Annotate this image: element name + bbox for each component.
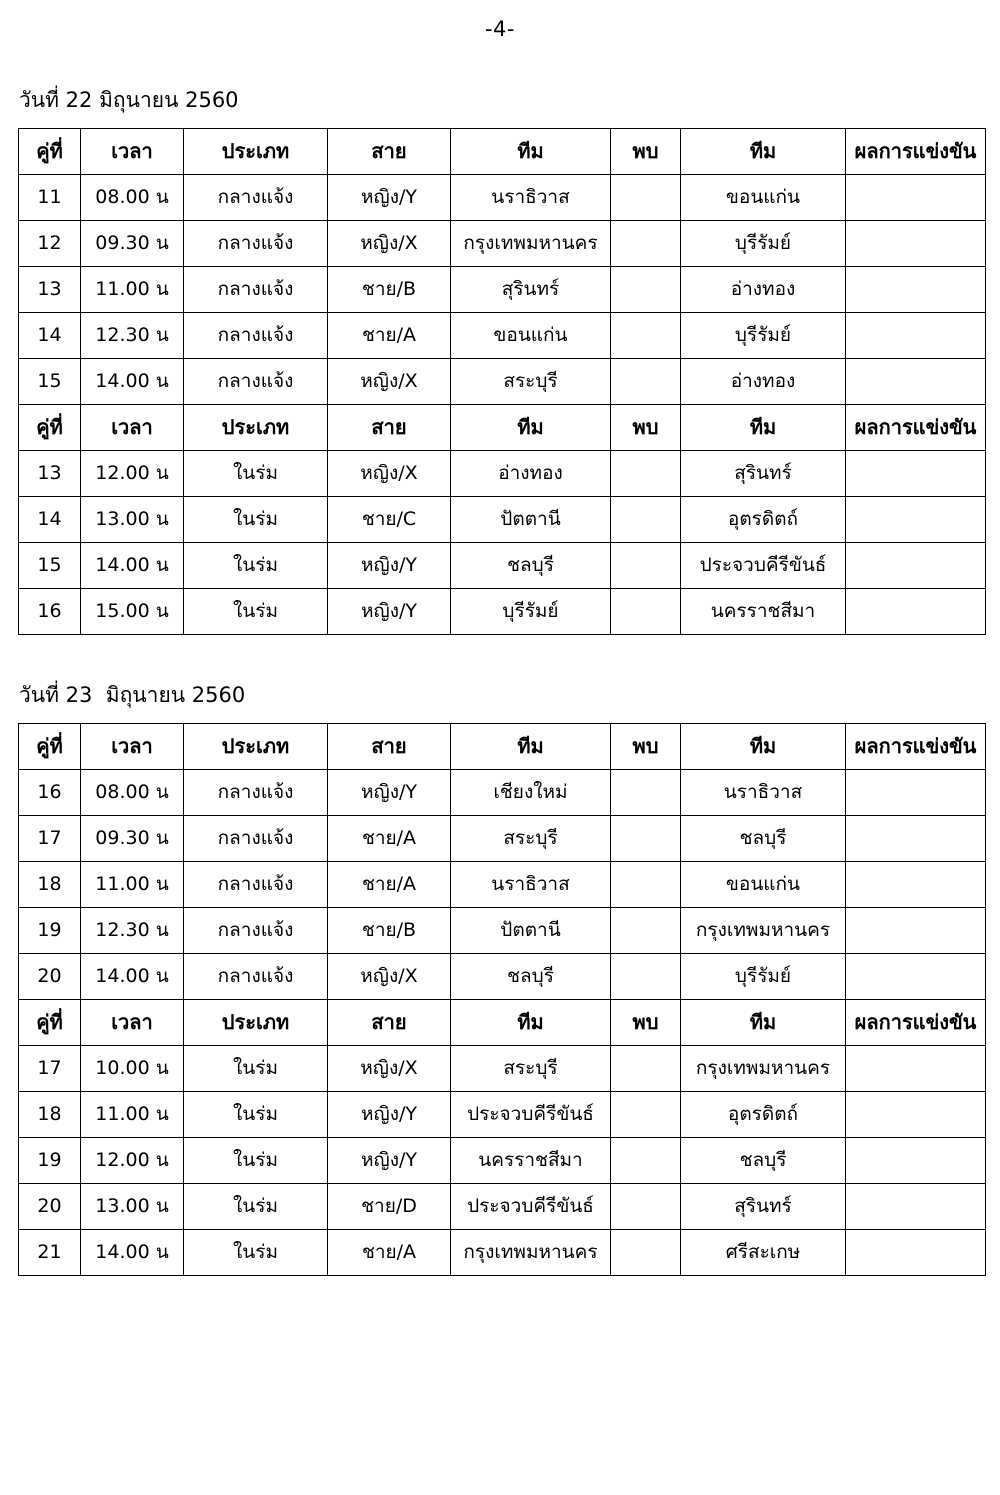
cell-time: 12.30 น — [81, 313, 184, 359]
cell-team1: สระบุรี — [451, 359, 611, 405]
cell-vs — [611, 862, 681, 908]
cell-vs — [611, 908, 681, 954]
cell-team2: ชลบุรี — [681, 816, 846, 862]
cell-group: หญิง/Y — [328, 175, 451, 221]
table-row — [19, 1184, 986, 1230]
cell-team1: นราธิวาส — [451, 175, 611, 221]
cell-group: ชาย/A — [328, 816, 451, 862]
table-row — [19, 221, 986, 267]
cell-vs — [611, 1138, 681, 1184]
page-bottom-spacer — [0, 1276, 1000, 1286]
cell-pair: 17 — [19, 1046, 81, 1092]
cell-time: 14.00 น — [81, 359, 184, 405]
column-header-type: ประเภท — [184, 1000, 328, 1046]
cell-group: หญิง/X — [328, 221, 451, 267]
cell-pair: 19 — [19, 1138, 81, 1184]
cell-time: 14.00 น — [81, 543, 184, 589]
cell-team1: ขอนแก่น — [451, 313, 611, 359]
cell-group: หญิง/X — [328, 451, 451, 497]
column-header-team1: ทีม — [451, 724, 611, 770]
cell-type: กลางแจ้ง — [184, 221, 328, 267]
column-header-team2: ทีม — [681, 129, 846, 175]
cell-vs — [611, 1046, 681, 1092]
date-heading: วันที่ 22 มิถุนายน 2560 — [19, 88, 239, 112]
cell-pair: 21 — [19, 1230, 81, 1276]
cell-team2: สุรินทร์ — [681, 1184, 846, 1230]
cell-team1: นครราชสีมา — [451, 1138, 611, 1184]
table-row — [19, 497, 986, 543]
cell-type: กลางแจ้ง — [184, 954, 328, 1000]
cell-team2: อุตรดิตถ์ — [681, 497, 846, 543]
cell-vs — [611, 954, 681, 1000]
column-header-type: ประเภท — [184, 724, 328, 770]
cell-vs — [611, 451, 681, 497]
cell-vs — [611, 1092, 681, 1138]
column-header-type: ประเภท — [184, 129, 328, 175]
column-header-pair: คู่ที่ — [19, 405, 81, 451]
cell-type: ในร่ม — [184, 1230, 328, 1276]
cell-result[interactable] — [846, 221, 986, 267]
table-row — [19, 908, 986, 954]
cell-type: กลางแจ้ง — [184, 908, 328, 954]
cell-vs — [611, 1230, 681, 1276]
cell-type: ในร่ม — [184, 451, 328, 497]
cell-vs — [611, 221, 681, 267]
table-row — [19, 543, 986, 589]
column-header-time: เวลา — [81, 129, 184, 175]
cell-team1: ปัตตานี — [451, 908, 611, 954]
table-row — [19, 862, 986, 908]
cell-team1: ชลบุรี — [451, 954, 611, 1000]
cell-time: 11.00 น — [81, 267, 184, 313]
cell-result[interactable] — [846, 1184, 986, 1230]
cell-time: 11.00 น — [81, 862, 184, 908]
column-header-team2: ทีม — [681, 405, 846, 451]
cell-result[interactable] — [846, 1092, 986, 1138]
cell-team2: อ่างทอง — [681, 267, 846, 313]
cell-pair: 14 — [19, 497, 81, 543]
column-header-result: ผลการแข่งขัน — [846, 129, 986, 175]
cell-team2: นครราชสีมา — [681, 589, 846, 635]
cell-result[interactable] — [846, 497, 986, 543]
cell-team2: ขอนแก่น — [681, 175, 846, 221]
column-header-type: ประเภท — [184, 405, 328, 451]
cell-pair: 16 — [19, 770, 81, 816]
table-row — [19, 175, 986, 221]
cell-group: หญิง/X — [328, 1046, 451, 1092]
schedule-table — [18, 128, 986, 635]
column-header-group: สาย — [328, 405, 451, 451]
table-row — [19, 954, 986, 1000]
cell-time: 09.30 น — [81, 221, 184, 267]
cell-type: ในร่ม — [184, 1184, 328, 1230]
cell-group: ชาย/A — [328, 313, 451, 359]
column-header-pair: คู่ที่ — [19, 1000, 81, 1046]
cell-type: กลางแจ้ง — [184, 359, 328, 405]
cell-group: หญิง/X — [328, 954, 451, 1000]
cell-group: ชาย/B — [328, 908, 451, 954]
table-row — [19, 589, 986, 635]
cell-group: หญิง/Y — [328, 1138, 451, 1184]
cell-pair: 18 — [19, 1092, 81, 1138]
cell-time: 14.00 น — [81, 954, 184, 1000]
column-header-group: สาย — [328, 1000, 451, 1046]
cell-team2: กรุงเทพมหานคร — [681, 908, 846, 954]
column-header-team2: ทีม — [681, 724, 846, 770]
cell-type: กลางแจ้ง — [184, 267, 328, 313]
cell-result[interactable] — [846, 175, 986, 221]
table-row — [19, 1230, 986, 1276]
cell-result[interactable] — [846, 1230, 986, 1276]
cell-time: 10.00 น — [81, 1046, 184, 1092]
cell-result[interactable] — [846, 908, 986, 954]
cell-time: 11.00 น — [81, 1092, 184, 1138]
column-header-time: เวลา — [81, 1000, 184, 1046]
cell-vs — [611, 816, 681, 862]
cell-team1: กรุงเทพมหานคร — [451, 1230, 611, 1276]
cell-time: 09.30 น — [81, 816, 184, 862]
cell-group: ชาย/A — [328, 862, 451, 908]
cell-vs — [611, 267, 681, 313]
table-row — [19, 1092, 986, 1138]
column-header-time: เวลา — [81, 724, 184, 770]
cell-group: ชาย/C — [328, 497, 451, 543]
table-header-row — [19, 724, 986, 770]
cell-team2: ประจวบคีรีขันธ์ — [681, 543, 846, 589]
cell-team1: บุรีรัมย์ — [451, 589, 611, 635]
cell-pair: 13 — [19, 267, 81, 313]
table-header-row — [19, 405, 986, 451]
column-header-result: ผลการแข่งขัน — [846, 724, 986, 770]
column-header-team2: ทีม — [681, 1000, 846, 1046]
cell-pair: 12 — [19, 221, 81, 267]
column-header-group: สาย — [328, 129, 451, 175]
cell-type: ในร่ม — [184, 1046, 328, 1092]
column-header-time: เวลา — [81, 405, 184, 451]
cell-type: กลางแจ้ง — [184, 313, 328, 359]
cell-pair: 19 — [19, 908, 81, 954]
cell-pair: 15 — [19, 359, 81, 405]
cell-time: 12.00 น — [81, 451, 184, 497]
cell-team2: กรุงเทพมหานคร — [681, 1046, 846, 1092]
cell-pair: 20 — [19, 1184, 81, 1230]
cell-result[interactable] — [846, 862, 986, 908]
page-number: -4- — [484, 17, 516, 41]
cell-team1: สุรินทร์ — [451, 267, 611, 313]
cell-pair: 16 — [19, 589, 81, 635]
cell-result[interactable] — [846, 589, 986, 635]
cell-pair: 13 — [19, 451, 81, 497]
cell-group: ชาย/A — [328, 1230, 451, 1276]
cell-team1: ปัตตานี — [451, 497, 611, 543]
table-row — [19, 313, 986, 359]
cell-team2: อ่างทอง — [681, 359, 846, 405]
cell-team1: อ่างทอง — [451, 451, 611, 497]
cell-team1: ประจวบคีรีขันธ์ — [451, 1184, 611, 1230]
cell-team2: สุรินทร์ — [681, 451, 846, 497]
cell-team1: เชียงใหม่ — [451, 770, 611, 816]
cell-result[interactable] — [846, 313, 986, 359]
cell-team1: สระบุรี — [451, 1046, 611, 1092]
cell-result[interactable] — [846, 267, 986, 313]
column-header-team1: ทีม — [451, 1000, 611, 1046]
cell-team2: ขอนแก่น — [681, 862, 846, 908]
cell-type: กลางแจ้ง — [184, 770, 328, 816]
cell-pair: 14 — [19, 313, 81, 359]
cell-group: หญิง/Y — [328, 1092, 451, 1138]
cell-vs — [611, 175, 681, 221]
cell-team1: สระบุรี — [451, 816, 611, 862]
schedule-sections — [0, 86, 1000, 1276]
cell-result[interactable] — [846, 770, 986, 816]
cell-result[interactable] — [846, 359, 986, 405]
cell-type: ในร่ม — [184, 589, 328, 635]
cell-team2: ชลบุรี — [681, 1138, 846, 1184]
cell-time: 12.00 น — [81, 1138, 184, 1184]
table-header-row — [19, 129, 986, 175]
column-header-team1: ทีม — [451, 405, 611, 451]
cell-result[interactable] — [846, 543, 986, 589]
cell-vs — [611, 497, 681, 543]
cell-result[interactable] — [846, 1046, 986, 1092]
column-header-vs: พบ — [611, 129, 681, 175]
table-row — [19, 770, 986, 816]
cell-team1: นราธิวาส — [451, 862, 611, 908]
table-row — [19, 359, 986, 405]
cell-team2: อุตรดิตถ์ — [681, 1092, 846, 1138]
cell-time: 13.00 น — [81, 1184, 184, 1230]
cell-vs — [611, 1184, 681, 1230]
cell-vs — [611, 589, 681, 635]
cell-time: 08.00 น — [81, 770, 184, 816]
cell-result[interactable] — [846, 451, 986, 497]
cell-group: หญิง/X — [328, 359, 451, 405]
column-header-result: ผลการแข่งขัน — [846, 1000, 986, 1046]
table-row — [19, 1138, 986, 1184]
cell-type: ในร่ม — [184, 543, 328, 589]
table-row — [19, 451, 986, 497]
cell-team1: ประจวบคีรีขันธ์ — [451, 1092, 611, 1138]
table-header-row — [19, 1000, 986, 1046]
schedule-table — [18, 723, 986, 1276]
cell-group: หญิง/Y — [328, 543, 451, 589]
cell-type: กลางแจ้ง — [184, 862, 328, 908]
cell-result[interactable] — [846, 1138, 986, 1184]
cell-pair: 17 — [19, 816, 81, 862]
column-header-vs: พบ — [611, 1000, 681, 1046]
cell-time: 12.30 น — [81, 908, 184, 954]
cell-team1: กรุงเทพมหานคร — [451, 221, 611, 267]
cell-group: ชาย/B — [328, 267, 451, 313]
cell-type: กลางแจ้ง — [184, 816, 328, 862]
table-row — [19, 267, 986, 313]
cell-time: 15.00 น — [81, 589, 184, 635]
cell-result[interactable] — [846, 816, 986, 862]
cell-team1: ชลบุรี — [451, 543, 611, 589]
column-header-group: สาย — [328, 724, 451, 770]
cell-group: หญิง/Y — [328, 589, 451, 635]
cell-team2: บุรีรัมย์ — [681, 221, 846, 267]
cell-pair: 15 — [19, 543, 81, 589]
cell-team2: บุรีรัมย์ — [681, 954, 846, 1000]
cell-type: ในร่ม — [184, 1092, 328, 1138]
column-header-team1: ทีม — [451, 129, 611, 175]
cell-vs — [611, 770, 681, 816]
column-header-vs: พบ — [611, 724, 681, 770]
column-header-vs: พบ — [611, 405, 681, 451]
cell-pair: 20 — [19, 954, 81, 1000]
column-header-pair: คู่ที่ — [19, 129, 81, 175]
cell-team2: บุรีรัมย์ — [681, 313, 846, 359]
cell-team2: ศรีสะเกษ — [681, 1230, 846, 1276]
cell-pair: 18 — [19, 862, 81, 908]
cell-group: ชาย/D — [328, 1184, 451, 1230]
table-row — [19, 1046, 986, 1092]
cell-vs — [611, 313, 681, 359]
cell-result[interactable] — [846, 954, 986, 1000]
cell-type: ในร่ม — [184, 1138, 328, 1184]
cell-type: ในร่ม — [184, 497, 328, 543]
table-row — [19, 816, 986, 862]
cell-team2: นราธิวาส — [681, 770, 846, 816]
cell-type: กลางแจ้ง — [184, 175, 328, 221]
cell-time: 08.00 น — [81, 175, 184, 221]
cell-time: 13.00 น — [81, 497, 184, 543]
cell-time: 14.00 น — [81, 1230, 184, 1276]
date-heading: วันที่ 23 มิถุนายน 2560 — [19, 683, 246, 707]
cell-vs — [611, 359, 681, 405]
cell-pair: 11 — [19, 175, 81, 221]
column-header-pair: คู่ที่ — [19, 724, 81, 770]
column-header-result: ผลการแข่งขัน — [846, 405, 986, 451]
cell-group: หญิง/Y — [328, 770, 451, 816]
cell-vs — [611, 543, 681, 589]
